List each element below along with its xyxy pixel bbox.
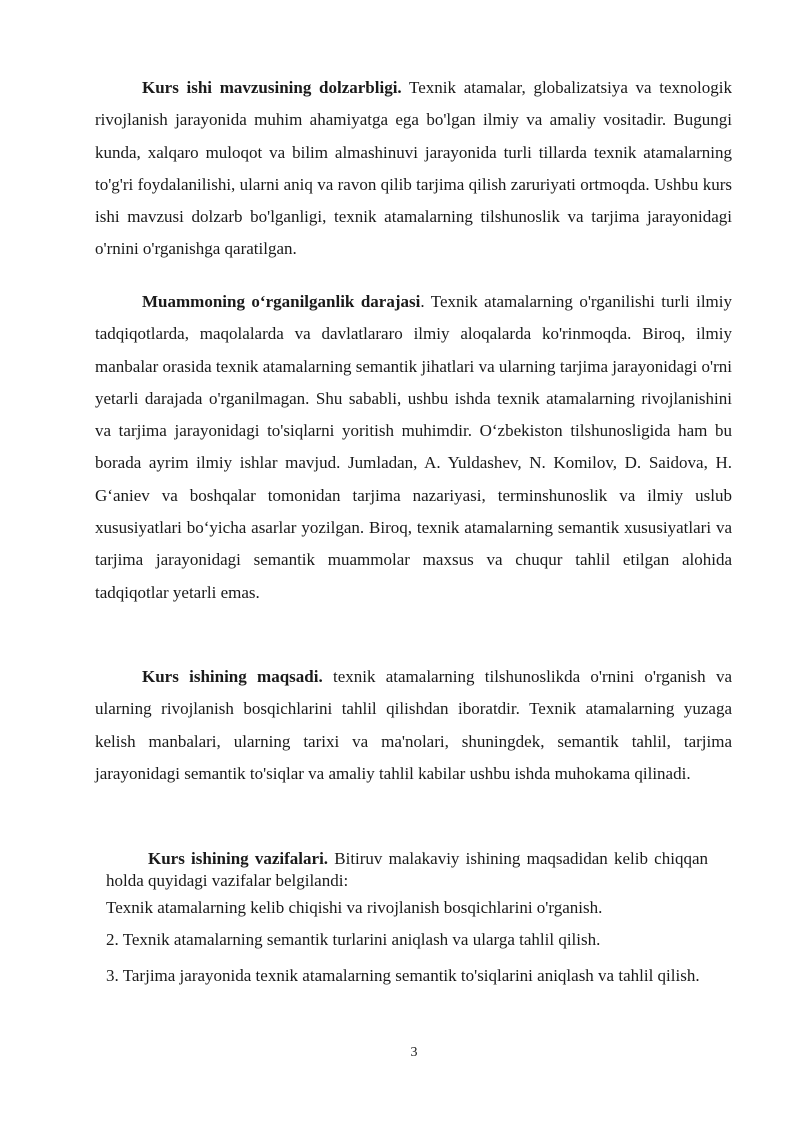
tasks-intro: [106, 848, 708, 892]
goal-heading: Kurs ishining maqsadi.: [142, 667, 323, 686]
relevance-heading: Kurs ishi mavzusining dolzarbligi.: [142, 78, 402, 97]
goal-text: texnik atamalarning tilshunoslikda o'rnini o'rganish va ularning rivojlanish bosqichlarini tahlil qilishdan iboratdir. Texnik atamalarning yuzaga kelish manbalari, ularning tarixi va ma'nolari, shuningdek, semantik tahlil, tarjima jarayonidagi semantik to'siqlar va amaliy tahlil kabilar ushbu ishda muhokama qilinadi.: [95, 667, 732, 783]
relevance-text: Texnik atamalar, globalizatsiya va texnologik rivojlanish jarayonida muhim ahamiyatga ega bo'lgan ilmiy va amaliy vositadir. Bugungi kunda, xalqaro muloqot va bilim almashinuvi jarayonida turli tillarda texnik atamalarning to'g'ri foydalanilishi, ularni aniq va ravon qilib tarjima qilish zaruriyati ortmoqda. Ushbu kurs ishi mavzusi dolzarb bo'lganligi, texnik atamalarning tilshunoslik va tarjima jarayonidagi o'rnini o'rganishga qaratilgan.: [95, 78, 732, 259]
research-degree-heading: Muammoning oʻrganilganlik darajasi: [142, 292, 421, 311]
tasks-heading: Kurs ishining vazifalari.: [148, 849, 329, 868]
tasks-intro-text: Bitiruv malakaviy ishining maqsadidan kelib chiqqan holda quyidagi vazifalar belgilandi:: [106, 849, 708, 890]
page-number: 3: [410, 1045, 418, 1060]
paragraph-research-degree: [95, 286, 732, 609]
paragraph-goal: [95, 661, 732, 790]
task-item: 2. Texnik atamalarning semantik turlarini aniqlash va ularga tahlil qilish.: [106, 930, 601, 949]
task-item: Texnik atamalarning kelib chiqishi va rivojlanish bosqichlarini o'rganish.: [106, 898, 603, 917]
research-degree-text: . Texnik atamalarning o'rganilishi turli ilmiy tadqiqotlarda, maqolalarda va davlatlararo ilmiy aloqalarda ko'rinmoqda. Biroq, ilmiy manbalar orasida texnik atamalarning semantik jihatlari va ularning tarjima jarayonidagi o'rni yetarli darajada o'rganilmagan. Shu sababli, ushbu ishda texnik atamalarning rivojlanishini va tarjima jarayonidagi to'siqlarni yoritish muhimdir. Oʻzbekiston tilshunosligida ham bu borada ayrim ilmiy ishlar mavjud. Jumladan, A. Yuldashev, N. Komilov, D. Saidova, H. Gʻaniev va boshqalar tomonidan tarjima nazariyasi, terminshunoslik va ilmiy uslub xususiyatlari boʻyicha asarlar yozilgan. Biroq, texnik atamalarning semantik xususiyatlari va tarjima jarayonidagi semantik muammolar maxsus va chuqur tahlil etilgan alohida tadqiqotlar yetarli emas.: [95, 292, 732, 602]
task-item: 3. Tarjima jarayonida texnik atamalarning semantik to'siqlarini aniqlash va tahlil qilish.: [106, 966, 700, 985]
paragraph-relevance: [95, 72, 732, 266]
